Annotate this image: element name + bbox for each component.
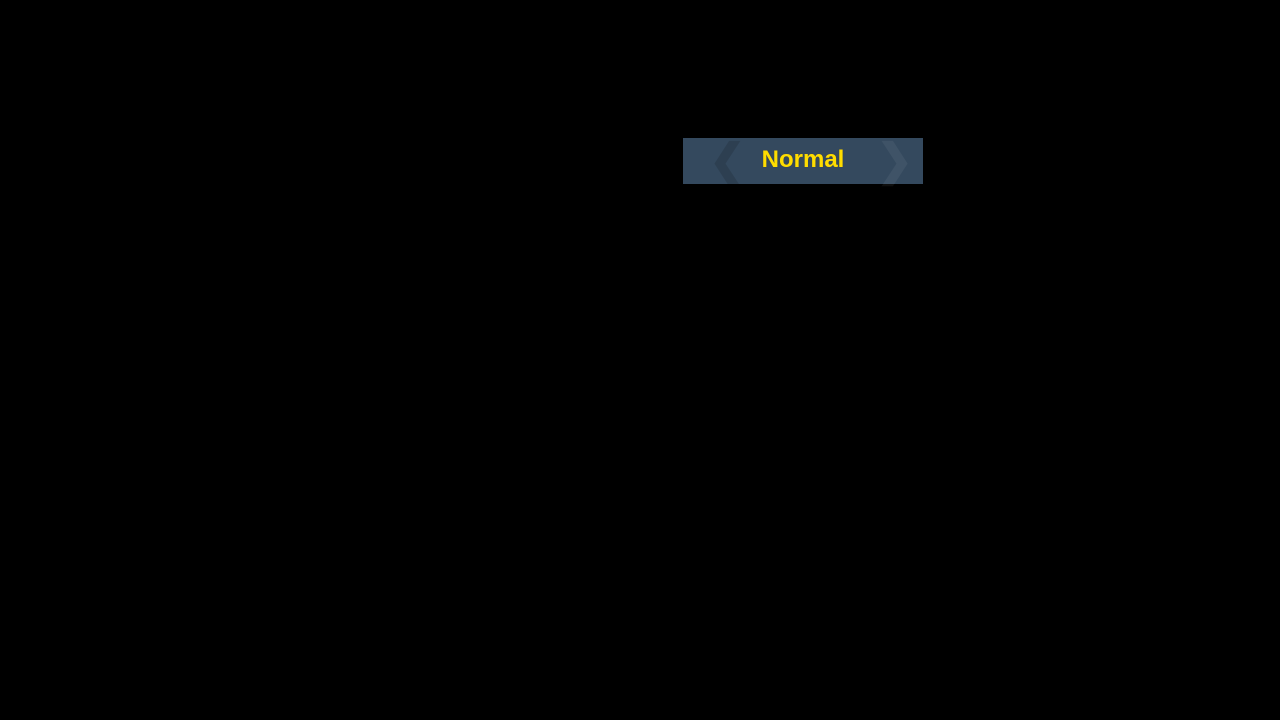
chevron-right-icon[interactable]: ❯ [876,136,913,185]
chevron-left-icon[interactable]: ❮ [709,136,746,185]
selector-value-label: Normal [761,146,845,173]
setting-value-selector[interactable] [683,138,923,184]
